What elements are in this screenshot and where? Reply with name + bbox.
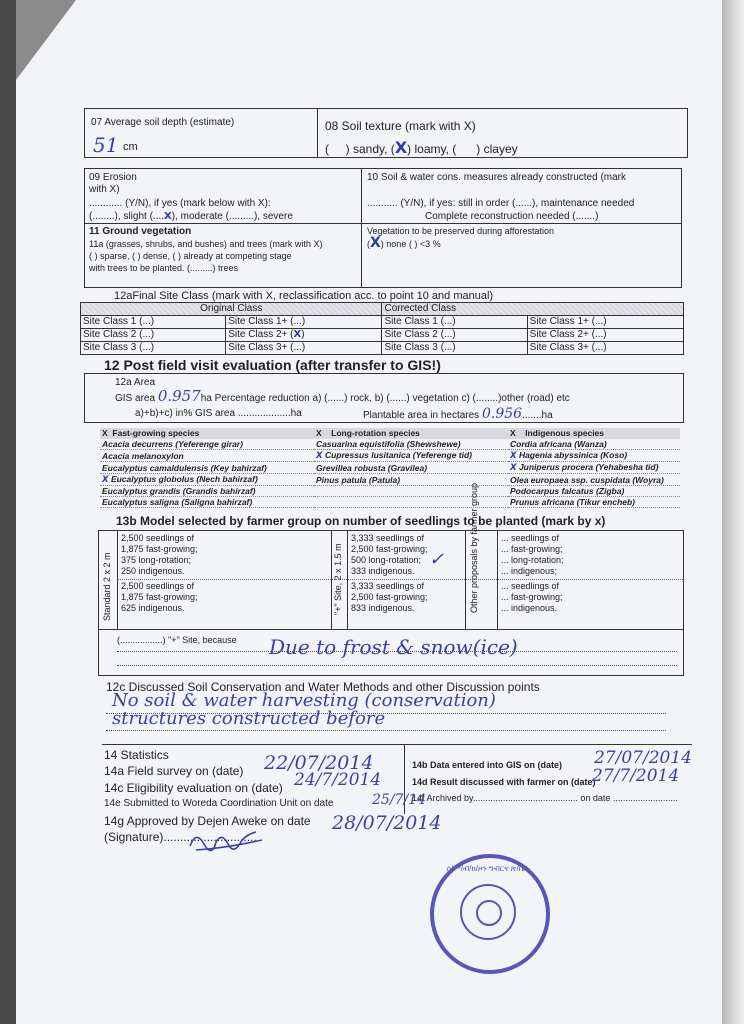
submitted-date: 25/7/14 (372, 792, 426, 808)
table-row: Eucalyptus grandis (Grandis bahirzaf) Podocarpus falcatus (Zigba) (100, 486, 680, 497)
ground-veg-title: 11 Ground vegetation (89, 226, 192, 237)
approved-label: 14g Approved by Dejen Aweke on date (104, 814, 311, 828)
veg-preserved-title: Vegetation to be preserved during afforestation (367, 226, 554, 236)
erosion-vegetation-box (84, 168, 682, 288)
ground-veg-line3: with trees to be planted. (.........) trees (89, 263, 239, 273)
table-row: Eucalyptus saligna (Saligna bahirzaf) Prunus africana (Tikur encheb) (100, 497, 680, 508)
eucalyptus-globolus-x-mark: X (102, 475, 109, 485)
table-row: X Eucalyptus globolus (Nech bahirzaf) Pinus patula (Patula) Olea europaea ssp. cuspidata (Woyra) (100, 474, 680, 486)
gis-area-line: GIS area 0.957ha Percentage reduction a) (......) rock, b) (......) vegetation c) (........)other (road) etc (115, 387, 570, 405)
divider (361, 169, 362, 287)
long-rotation-header: X Long-rotation species (314, 428, 508, 439)
discussion-handwriting-2: structures constructed before (112, 708, 386, 729)
archived-label: 14f Archived by.......................................... on date .......................... (412, 793, 678, 803)
formula-line: a)+b)+c) in% GIS area ...................ha (135, 408, 302, 419)
erosion-line2: ............ (Y/N), if yes (mark below with X): (89, 198, 271, 209)
soil-texture-label: 08 Soil texture (mark with X) (325, 119, 476, 133)
moderate-x-mark: X (164, 211, 172, 222)
loamy-x-mark: X (394, 138, 408, 157)
hagenia-x-mark: X (510, 451, 517, 461)
other-option-a: ... seedlings of ... fast-growing; ... long-rotation; ... indigenous; (501, 533, 564, 576)
area-box (84, 373, 684, 423)
signature-label: (Signature)............................ (104, 830, 257, 844)
plus-site-label: "+" Site, 2 x 1.5 m (333, 543, 343, 615)
standard-label: Standard 2 x 2 m (102, 552, 112, 621)
site-class-title: 12aFinal Site Class (mark with X, reclassification acc. to point 10 and manual) (114, 290, 494, 302)
species-table (100, 428, 680, 508)
other-option-b: ... seedlings of ... fast-growing; ... indigenous. (501, 581, 563, 613)
model-selected-title: 13b Model selected by farmer group on number of seedlings to be planted (mark by x) (116, 514, 606, 528)
cupressus-x-mark: X (316, 451, 323, 461)
none-x-mark: X (370, 235, 381, 251)
signature (186, 826, 266, 856)
divider (317, 109, 318, 157)
soil-texture-options: ( ) sandy, (X) loamy, ( ) clayey (325, 138, 518, 157)
table-row: Eucalyptus camaldulensis (Key bahirzaf) Grevillea robusta (Gravilea) X Juniperus procera (Yehabesha tid) (100, 462, 680, 474)
approved-date: 28/07/2014 (332, 812, 442, 834)
fast-growing-header: X Fast-growing species (100, 428, 314, 439)
ground-veg-line2: ( ) sparse, ( ) dense, ( ) already at competing stage (89, 251, 292, 261)
erosion-title: 09 Erosion (89, 172, 137, 183)
table-row: Site Class 1 (...) Site Class 1+ (...) Site Class 1 (...) Site Class 1+ (...) (81, 316, 684, 329)
swc-line2: ........... (Y/N), if yes: still in order (......), maintenance needed (367, 198, 635, 209)
original-class-header: Original Class (81, 303, 382, 316)
erosion-line1: with X) (89, 184, 120, 195)
swc-line3: Complete reconstruction needed (.......) (425, 211, 599, 222)
soil-depth-unit: cm (123, 141, 138, 153)
divider (85, 223, 681, 224)
result-discussed-date: 27/7/2014 (592, 766, 680, 786)
site-class-2plus-x-mark: X (293, 329, 302, 340)
table-row: Site Class 2 (...) Site Class 2+ (X) Site Class 2 (...) Site Class 2+ (...) (81, 329, 684, 342)
discussion-handwriting-1: No soil & water harvesting (conservation) (112, 690, 496, 711)
plus-site-option-b: 3,333 seedlings of 2,500 fast-growing; 833 indigenous. (351, 581, 428, 613)
clayey-option: clayey (483, 142, 518, 156)
stamp-text: ሰ/ም/ብ/ክ/ዞን ግብርና ጽ/ቤት (446, 864, 530, 873)
corrected-class-header: Corrected Class (382, 303, 684, 316)
gis-entered-date: 27/07/2014 (594, 748, 692, 768)
gis-area-value: 0.957 (157, 387, 201, 405)
table-row: Acacia decurrens (Yeferenge girar) Casuarina equistifolia (Shewshewe) Cordia africana (Wanza) (100, 439, 680, 450)
table-row: Site Class 3 (...) Site Class 3+ (...) Site Class 3 (...) Site Class 3+ (...) (81, 342, 684, 355)
site-class-table (80, 302, 684, 355)
official-stamp (430, 854, 550, 974)
soil-depth-label: 07 Average soil depth (estimate) (91, 117, 235, 128)
veg-preserved-options: (X) none ( ) <3 % (367, 235, 441, 251)
sandy-option: sandy, (353, 142, 388, 156)
plus-site-option-a: 3,333 seedlings of 2,500 fast-growing; 500 long-rotation; 333 indigenous. (351, 533, 428, 576)
plus-site-because: (.................) "+" Site, because (117, 635, 237, 645)
statistics-title: 14 Statistics (104, 748, 169, 762)
juniperus-x-mark: X (510, 463, 517, 473)
ground-veg-line1: 11a (grasses, shrubs, and bushes) and trees (mark with X) (89, 239, 323, 249)
indigenous-header: X Indigenous species (508, 428, 680, 439)
field-survey-label: 14a Field survey on (date) (104, 764, 244, 778)
eligibility-label: 14c Eligibility evaluation on (date) (104, 781, 283, 795)
page-edge (722, 0, 744, 1024)
standard-option-b: 2,500 seedlings of 1,875 fast-growing; 625 indigenous. (121, 581, 198, 613)
gis-entered-label: 14b Data entered into GIS on (date) (412, 760, 563, 770)
document-page (16, 0, 722, 1024)
plantable-line: Plantable area in hectares 0.956.......ha (363, 406, 553, 422)
table-row: Acacia melanoxylon X Cupressus lusitanica (Yeferenge tid) X Hagenia abyssinica (Koso) (100, 450, 680, 462)
because-handwriting: Due to frost & snow(ice) (269, 635, 518, 659)
other-proposals-label: Other proposals by farmer group (469, 482, 479, 613)
soil-depth-value: 51 (93, 133, 119, 157)
page-fold (16, 0, 76, 80)
stamp-emblem (476, 900, 502, 926)
statistics-rule (102, 744, 692, 745)
swc-title: 10 Soil & water cons. measures already constructed (mark (367, 172, 626, 183)
post-field-title: 12 Post field visit evaluation (after transfer to GIS!) (104, 357, 441, 373)
standard-option-a: 2,500 seedlings of 1,875 fast-growing; 375 long-rotation; 250 indigenous. (121, 533, 198, 576)
eligibility-date: 24/7/2014 (294, 770, 382, 790)
field-survey-date: 22/07/2014 (264, 752, 374, 774)
loamy-option: loamy, (414, 142, 449, 156)
plantable-value: 0.956 (481, 406, 523, 422)
erosion-line3: (........), slight (....X), moderate (.........), severe (89, 211, 293, 222)
submitted-label: 14e Submitted to Woreda Coordination Unit on date (104, 798, 334, 809)
discussion-title: 12c Discussed Soil Conservation and Water Methods and other Discussion points (106, 680, 540, 694)
soil-depth-texture-box (84, 108, 688, 158)
result-discussed-label: 14d Result discussed with farmer on (date) (412, 777, 596, 787)
area-label: 12a Area (115, 377, 156, 388)
plus-site-check-mark: ✓ (429, 549, 445, 570)
